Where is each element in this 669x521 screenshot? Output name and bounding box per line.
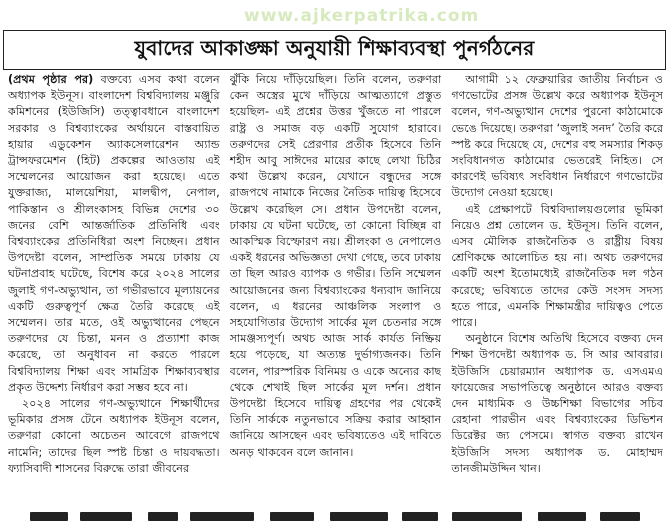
next-headline-cropped <box>0 510 669 521</box>
article-column-1 <box>8 72 220 508</box>
article-column-2 <box>230 72 442 508</box>
paragraph <box>8 72 220 396</box>
paragraph: ২০২৪ সালের গণ-অভ্যুত্থানে শিক্ষার্থীদের ভূমিকার প্রসঙ্গ টেনে অধ্যাপক ইউনূস বলেন, তরুণরা কোনো অচেতন আবেগে রাজপথে নামেনি; তাদের ছিল স্পষ্ট চিন্তা ও দায়বদ্ধতা। ফ্যাসিবাদী শাসনের বিরুদ্ধে তারা জীবনের <box>8 397 220 475</box>
watermark-logo: www.ajkerpatrika.com <box>244 6 480 26</box>
headline-box <box>3 30 666 70</box>
continued-tag: (প্রথম পৃষ্ঠার পর) <box>8 73 94 86</box>
paragraph: এই প্রেক্ষাপটে বিশ্ববিদ্যালয়গুলোর ভূমিকা নিয়েও প্রশ্ন তোলেন ড. ইউনূস। তিনি বলেন, এসব মৌলিক রাজনৈতিক ও রাষ্ট্রীয় বিষয় শ্রেণিকক্ষে আলোচিত হয় না। অথচ তরুণদের একটি অংশ ইতোমধ্যেই রাজনৈতিক দল গঠন করেছে; ভবিষ্যতে তাদের কেউ সংসদ সদস্য হতে পারে, এমনকি শিক্ষামন্ত্রীর দায়িত্বও পেতে পারে। <box>451 202 664 330</box>
paragraph: ঝুঁকি নিয়ে দাঁড়িয়েছিল। তিনি বলেন, তরুণরা কেন অস্ত্রের মুখে দাঁড়িয়ে আত্মত্যাগে প্রস্তুত হয়েছিল- এই প্রশ্নের উত্তর খুঁজতে না পারলে রাষ্ট্র ও সমাজ বড় একটি সুযোগ হারাবে। তরুণদের সেই প্রেরণার প্রতীক হিসেবে তিনি শহীদ আবু সাঈদের মায়ের কাছে লেখা চিঠির কথা উল্লেখ করেন, যেখানে বন্ধুদের সঙ্গে রাজপথে নামাকে নিজের নৈতিক দায়িত্ব হিসেবে উল্লেখ করেছিল সে। প্রধান উপদেষ্টা বলেন, ঢাকায় যে ঘটনা ঘটেছে, তা কোনো বিচ্ছিন্ন বা আকস্মিক বিস্ফোরণ নয়। শ্রীলংকা ও নেপালেও একই ধরনের অভিজ্ঞতা দেখা গেছে, তবে ঢাকায় তা ছিল আরও ব্যাপক ও গভীর। তিনি সম্মেলন আয়োজনের জন্য বিশ্বব্যাংকের ধন্যবাদ জানিয়ে বলেন, এ ধরনের আঞ্চলিক সংলাপ ও সহযোগিতার উদ্যোগ সার্কের মূল চেতনার সঙ্গে সামঞ্জস্যপূর্ণ। অথচ আজ সার্ক কার্যত নিষ্ক্রিয় হয়ে পড়েছে, যা অত্যন্ত দুর্ভাগ্যজনক। তিনি বলেন, পারস্পরিক বিনিময় ও একে অন্যের কাছ থেকে শেখাই ছিল সার্কের মূল দর্শন। প্রধান উপদেষ্টা হিসেবে দায়িত্ব গ্রহণের পর থেকেই তিনি সার্ককে নতুনভাবে সক্রিয় করার আহ্বান জানিয়ে আসছেন এবং ভবিষ্যতেও এই দাবিতে অনড় থাকবেন বলে জানান। <box>229 73 442 459</box>
paragraph: আগামী ১২ ফেব্রুয়ারির জাতীয় নির্বাচন ও গণভোটের প্রসঙ্গ উল্লেখ করে অধ্যাপক ইউনূস বলেন, গণ-অভ্যুত্থান দেশের পুরনো কাঠামোকে ভেঙে দিয়েছে। তরুণরা ‘জুলাই সনদ’ তৈরি করে স্পষ্ট করে দিয়েছে যে, দেশের বহু সমস্যার শিকড় সংবিধানগত কাঠামোর ভেতরেই নিহিত। সে কারণেই ভবিষ্যৎ সংবিধান নির্ধারণে গণভোটের উদ্যোগ নেওয়া হয়েছে। <box>451 73 664 200</box>
article-headline: যুবাদের আকাঙ্ক্ষা অনুযায়ী শিক্ষাব্যবস্থা পুনর্গঠনের <box>134 35 535 60</box>
paragraph-text: বক্তব্যে এসব কথা বলেন অধ্যাপক ইউনূস। বাংলাদেশ বিশ্ববিদ্যালয় মঞ্জুরি কমিশনের (ইউজিসি) তত্ত্বাবধানে বাংলাদেশ সরকার ও বিশ্বব্যাংকের অর্থায়নে বাস্তবায়িত হায়ার এডুকেশন অ্যাকসেলারেশন অ্যান্ড ট্রান্সফরমেশন (হিট) প্রকল্পের আওতায় এই সম্মেলনের আয়োজন করা হয়েছে। এতে যুক্তরাজ্য, মালয়েশিয়া, মালদ্বীপ, নেপাল, পাকিস্তান ও শ্রীলংকাসহ বিভিন্ন দেশের ৩০ জনের বেশি আন্তর্জাতিক প্রতিনিধি এবং বিশ্বব্যাংকের প্রতিনিধিরা অংশ নিচ্ছেন। প্রধান উপদেষ্টা বলেন, সাম্প্রতিক সময়ে ঢাকায় যে ঘটনাপ্রবাহ ঘটেছে, বিশেষ করে ২০২৪ সালের জুলাই গণ-অভ্যুত্থান, তা গভীরভাবে মূল্যায়নের একটি গুরুত্বপূর্ণ ক্ষেত্র তৈরি করেছে এই সম্মেলন। তার মতে, ওই অভ্যুত্থানের পেছনে তরুণদের যে চিন্তা, মনন ও প্রত্যাশা কাজ করেছে, তা অনুধাবন না করতে পারলে বিশ্ববিদ্যালয় শিক্ষা এবং সামগ্রিক শিক্ষাব্যবস্থার প্রকৃত উদ্দেশ্য নির্ধারণ করা সম্ভব হবে না। <box>8 73 220 394</box>
paragraph: অনুষ্ঠানে বিশেষ অতিথি হিসেবে বক্তব্য দেন শিক্ষা উপদেষ্টা অধ্যাপক ড. সি আর আবরার। ইউজিসি চেয়ারম্যান অধ্যাপক ড. এসএমএ ফায়েজের সভাপতিত্বে অনুষ্ঠানে আরও বক্তব্য দেন মাধ্যমিক ও উচ্চশিক্ষা বিভাগের সচিব রেহানা পারভীন এবং বিশ্বব্যাংকের ডিভিশন ডিরেক্টর জ্য পেসমে। স্বাগত বক্তব্য রাখেন ইউজিসি সদস্য অধ্যাপক ড. মোহাম্মদ তানজীমউদ্দিন খান। <box>451 332 664 475</box>
article-body <box>8 72 663 508</box>
article-column-3 <box>451 72 663 508</box>
